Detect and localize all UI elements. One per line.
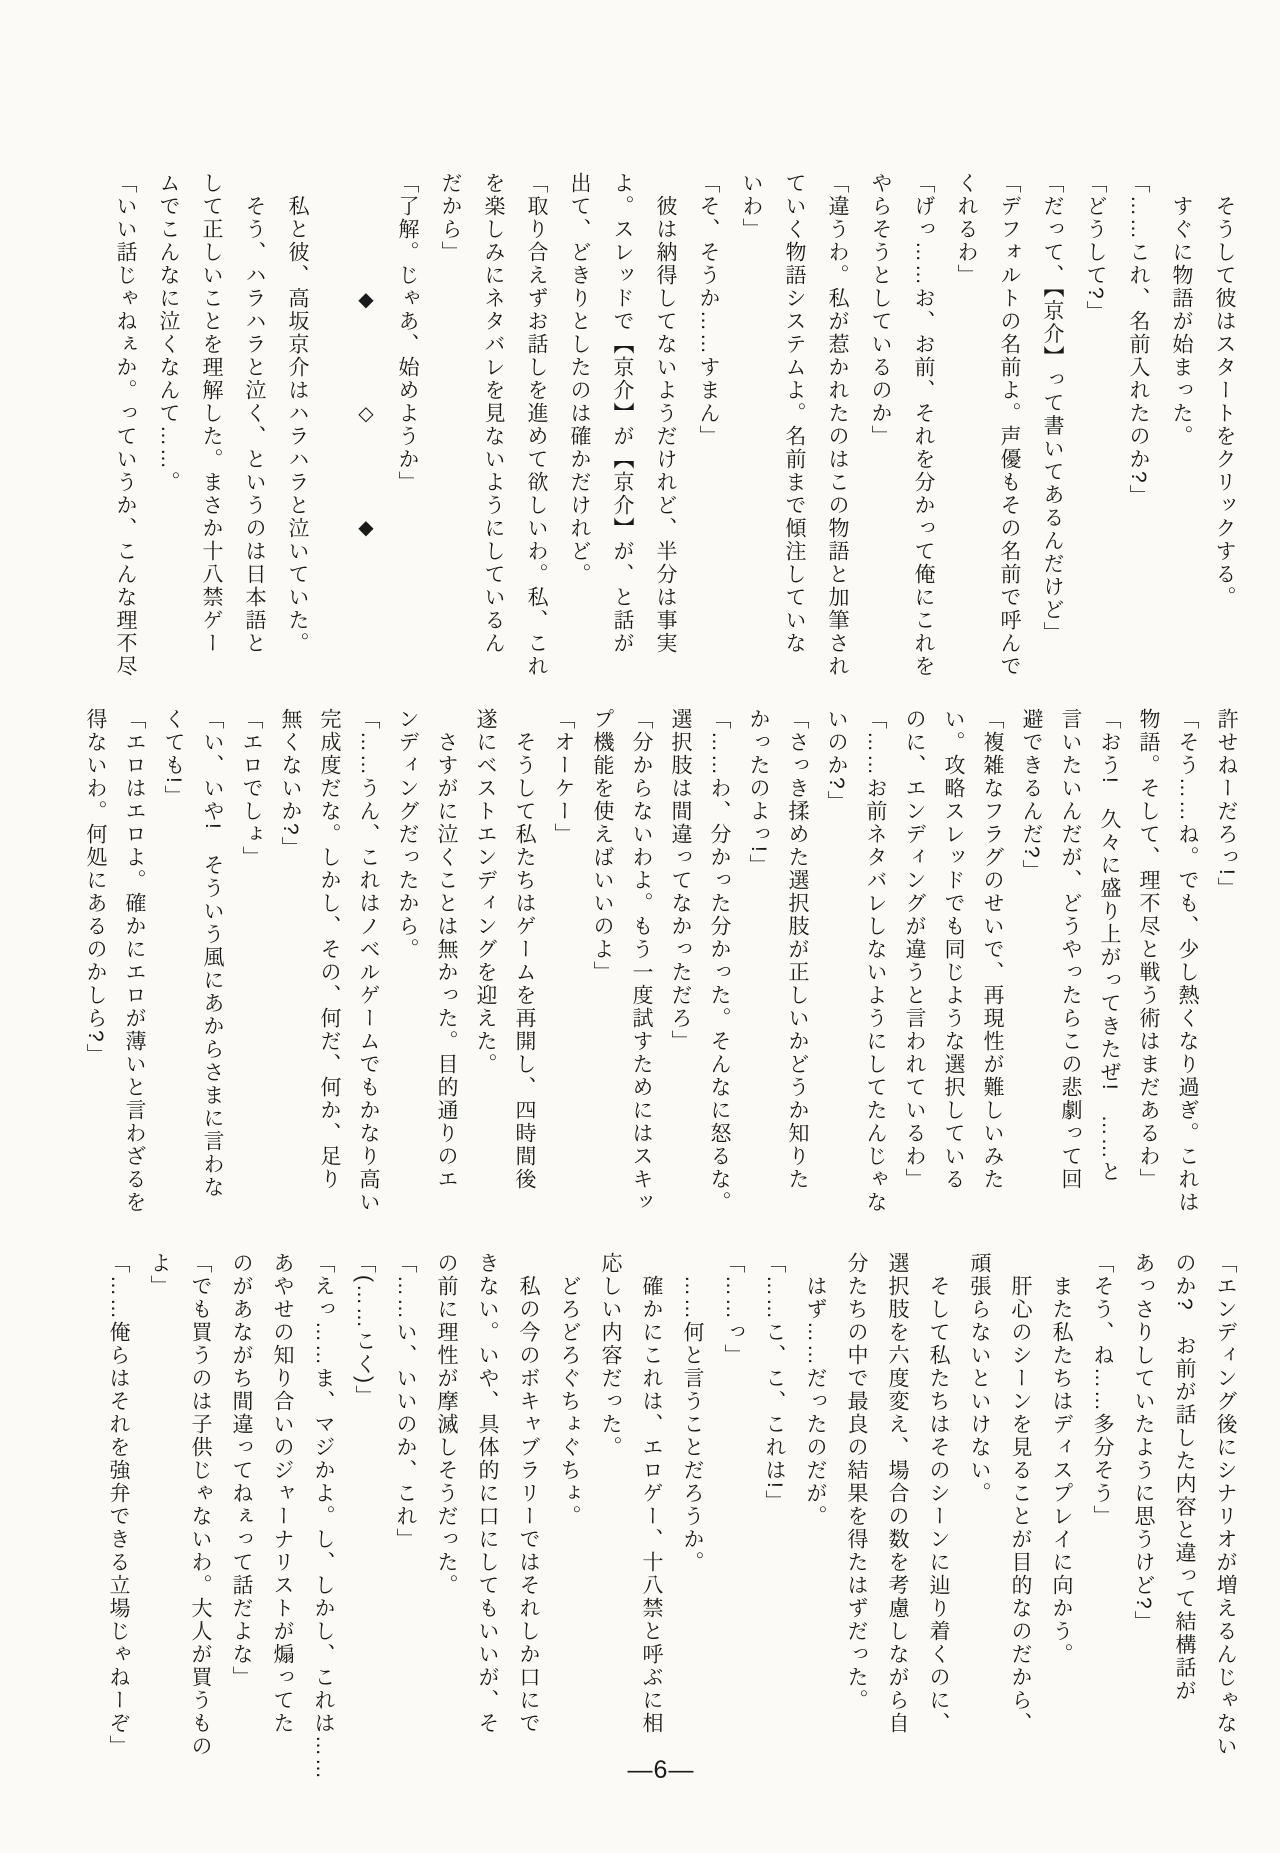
text-column: 「オーケー」 (552, 708, 575, 846)
text-column: 遂にベストエンディングを迎えた。 (474, 708, 497, 1076)
text-column: 選択肢を六度変え、場合の数を考慮しながら自 (886, 1252, 909, 1735)
text-column: 「……うん、これはノベルゲームでもかなり高い (357, 708, 380, 1214)
text-column: よ。スレッドで【京介】が【京介】が、と話が (611, 172, 634, 655)
text-column: そうして彼はスタートをクリックする。 (1213, 195, 1236, 609)
text-column: のがあながち間違ってねぇって話だよな」 (230, 1252, 253, 1689)
text-column: 分たちの中で最良の結果を得たはずだった。 (845, 1252, 868, 1712)
text-column: して正しいことを理解した。まさか十八禁ゲー (200, 172, 223, 655)
text-column: 頑張らないといけない。 (968, 1252, 991, 1505)
text-column: 「エンディング後にシナリオが増えるんじゃない (1214, 1252, 1237, 1758)
text-column: 得ないわ。何処にあるのかしら?」 (84, 708, 107, 1067)
text-column: そう、ハラハラと泣く、というのは日本語と (243, 195, 266, 655)
text-column: 「どうして?」 (1084, 172, 1107, 324)
text-column: 応しい内容だった。 (599, 1252, 622, 1459)
text-column: また私たちはディスプレイに向かう。 (1050, 1275, 1073, 1666)
text-column: よ」 (148, 1252, 171, 1298)
text-column: 「でも買うのは子供じゃないわ。大人が買うもの (189, 1252, 212, 1758)
text-column: やらそうとしているのか」 (869, 172, 892, 448)
text-column: のか? お前が話した内容と違って結構話が (1173, 1252, 1196, 1703)
text-column: さすがに泣くことは無かった。目的通りのエ (435, 731, 458, 1191)
text-column: いのか?」 (825, 708, 848, 814)
text-column: 「そ、そうか……すまん」 (697, 172, 720, 448)
text-column: 無くないか?」 (279, 708, 302, 860)
text-column: 「いい話じゃねぇか。っていうか、こんな理不尽 (114, 172, 137, 678)
text-column: 「えっ……ま、マジかよ。し、しかし、これは…… (312, 1252, 335, 1781)
text-column: のに、エンディングが違うと言われているわ」 (903, 708, 926, 1191)
text-column: 「そう、ね……多分そう」 (1091, 1252, 1114, 1528)
text-column: 選択肢は間違ってなかっただろ」 (669, 708, 692, 1053)
text-column: 完成度だな。しかし、その、何だ、何か、足り (318, 708, 341, 1191)
text-column: 「(……こく)」 (353, 1252, 376, 1408)
text-band-bottom (98, 1252, 1246, 1781)
text-column: の前に理性が摩滅しそうだった。 (435, 1252, 458, 1597)
text-column: プ機能を使えばいいのよ」 (591, 708, 614, 984)
text-column: 「……お前ネタバレしないようにしてたんじゃな (864, 708, 887, 1214)
text-band-middle (76, 708, 1246, 1220)
text-column: 「さっき揉めた選択肢が正しいかどうか知りた (786, 708, 809, 1191)
text-column: 避できるんだ?」 (1020, 708, 1043, 883)
text-column: かったのよっ!」 (747, 708, 770, 877)
text-column: そして私たちはそのシーンに辿り着くのに、 (927, 1275, 950, 1735)
text-column: 言いたいんだが、どうやったらこの悲劇って回 (1059, 708, 1082, 1191)
text-column: ンディングだったから。 (396, 708, 419, 961)
text-column: 肝心のシーンを見ることが目的なのだから、 (1009, 1275, 1032, 1735)
text-column: きない。いや、具体的に口にしてもいいが、そ (476, 1252, 499, 1735)
text-column: 「エロはエロよ。確かにエロが薄いと言わざるを (123, 708, 146, 1214)
text-column: 「い、いや! そういう風にあからさまに言わな (201, 708, 224, 1199)
text-column: 「デフォルトの名前よ。声優もその名前で呼んで (998, 172, 1021, 678)
text-column: くても!」 (162, 708, 185, 808)
text-column: 「複雑なフラグのせいで、再現性が難しいみた (981, 708, 1004, 1191)
text-column: 物語。そして、理不尽と戦う術はまだあるわ」 (1137, 708, 1160, 1191)
text-column: いわ」 (740, 172, 763, 241)
text-column: 「げっ……お、お前、それを分かって俺にこれを (912, 172, 935, 678)
text-column: 「……これ、名前入れたのか?」 (1127, 172, 1150, 508)
text-column: 私の今のボキャブラリーではそれしか口にで (517, 1275, 540, 1735)
text-column: 「取り合えずお話しを進めて欲しいわ。私、これ (525, 172, 548, 678)
text-column: 「そう……ね。でも、少し熱くなり過ぎ。これは (1176, 708, 1199, 1214)
text-column: 「おう! 久々に盛り上がってきたぜ! ……と (1098, 708, 1121, 1184)
text-column: 「……わ、分かった分かった。そんなに怒るな。 (708, 708, 731, 1214)
text-column: い。攻略スレッドでも同じような選択している (942, 708, 965, 1191)
text-column: そうして私たちはゲームを再開し、四時間後 (513, 731, 536, 1191)
text-column: 「……っ」 (722, 1252, 745, 1367)
text-column: 「了解。じゃあ、始めようか」 (396, 172, 419, 494)
text-column: 「分からないわよ。もう一度試すためにはスキッ (630, 708, 653, 1214)
text-column: 「……こ、こ、これは!」 (763, 1252, 786, 1513)
text-column: 「……俺らはそれを強弁できる立場じゃねーぞ」 (107, 1252, 130, 1758)
section-divider: ◆ ◇ ◆ (354, 287, 376, 541)
text-column: 彼は納得してないようだけれど、半分は事実 (654, 195, 677, 655)
text-column: あやせの知り合いのジャーナリストが煽ってた (271, 1252, 294, 1735)
text-column: 許せねーだろっ!」 (1215, 708, 1238, 900)
text-column: 「……い、いいのか、これ」 (394, 1252, 417, 1551)
text-column: ムでこんなに泣くなんて……。 (157, 172, 180, 494)
text-column: はず……だったのだが。 (804, 1275, 827, 1528)
text-column: どろどろぐちょぐちょ。 (558, 1275, 581, 1528)
text-column: すぐに物語が始まった。 (1170, 195, 1193, 448)
text-column: 「違うわ。私が惹かれたのはこの物語と加筆され (826, 172, 849, 678)
text-column: 「エロでしょ」 (240, 708, 263, 869)
text-column: 確かにこれは、エロゲー、十八禁と呼ぶに相 (640, 1275, 663, 1735)
page-number: ―6― (627, 1756, 695, 1784)
text-column: あっさりしていたように思うけど?」 (1132, 1252, 1155, 1634)
text-column: 「だって、【京介】って書いてあるんだけど」 (1041, 172, 1064, 645)
text-column: だから」 (439, 172, 462, 264)
text-column: ていく物語システムよ。名前まで傾注していな (783, 172, 806, 655)
text-column: 出て、どきりとしたのは確かだけれど。 (568, 172, 591, 586)
text-column: を楽しみにネタバレを見ないようにしているん (482, 172, 505, 655)
text-column: くれるわ」 (955, 172, 978, 287)
text-band-top (104, 172, 1246, 690)
text-column: ……何と言うことだろうか。 (681, 1275, 704, 1574)
text-column: 私と彼、高坂京介はハラハラと泣いていた。 (286, 195, 309, 655)
